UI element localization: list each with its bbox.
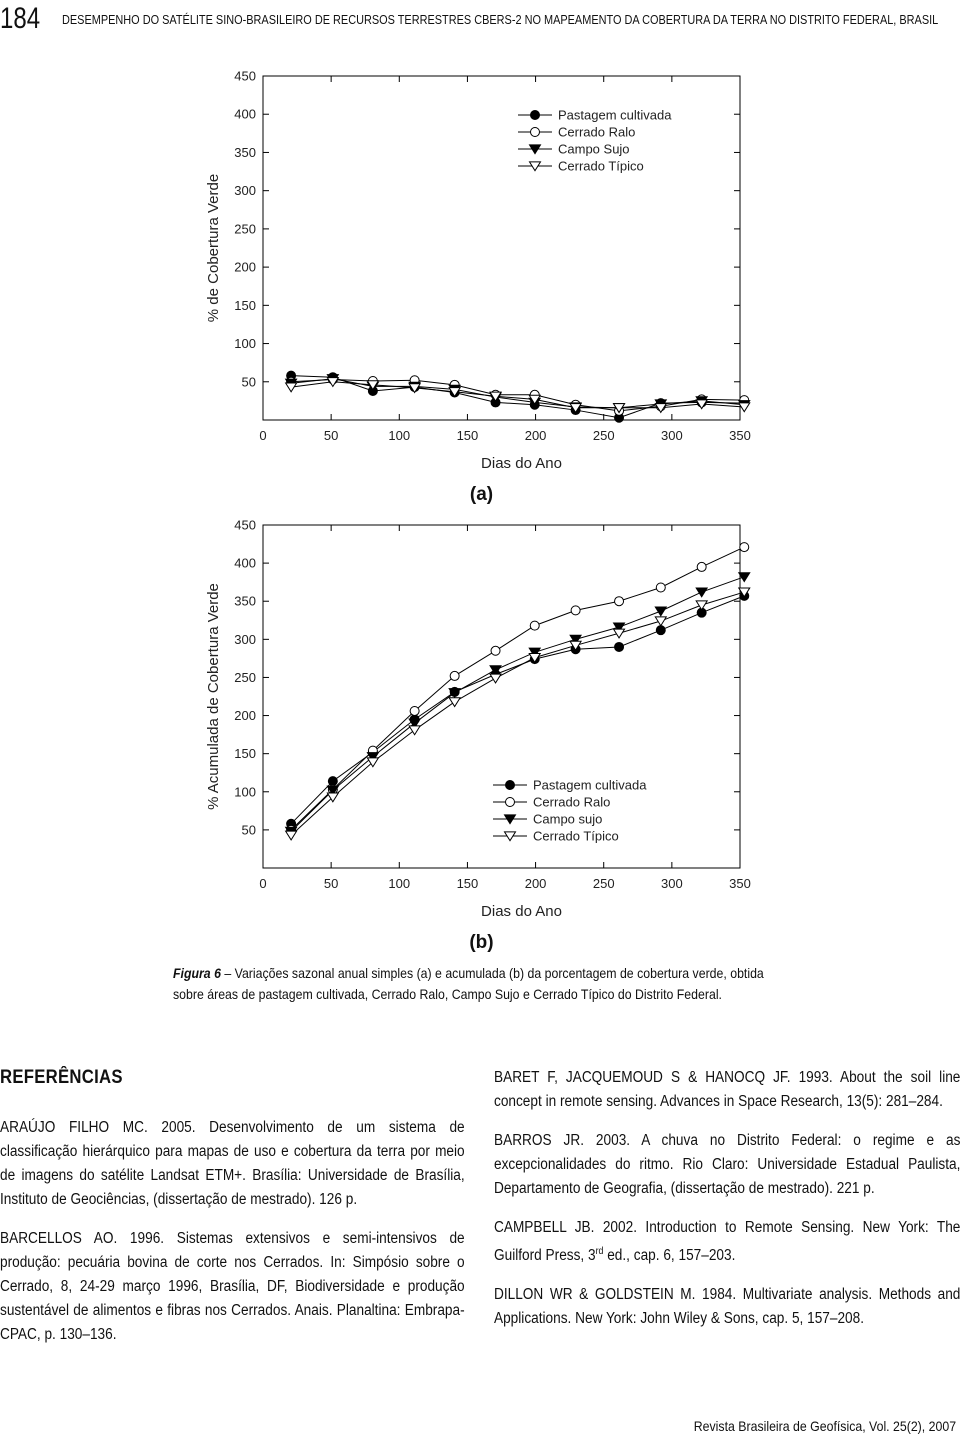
y-tick-label: 50	[241, 374, 256, 390]
x-tick-label: 50	[323, 428, 339, 443]
chart-b	[205, 518, 751, 954]
reference-item: DILLON WR & GOLDSTEIN M. 1984. Multivariate analysis. Methods and Applications. New York: John Wiley & Sons, cap. 5, 157–208.	[494, 1286, 960, 1328]
y-tick-label: 250	[234, 669, 256, 685]
legend-label: Cerrado Ralo	[558, 124, 636, 140]
x-tick-label: 100	[388, 876, 411, 891]
point-marker	[740, 543, 749, 552]
x-tick-label: 250	[592, 876, 615, 891]
y-tick-label: 400	[234, 555, 256, 571]
x-axis-label: Dias do Ano	[481, 455, 562, 472]
point-marker	[697, 562, 706, 571]
y-tick-label: 250	[234, 221, 256, 237]
x-tick-label: 150	[456, 428, 479, 443]
x-tick-label: 100	[388, 428, 411, 443]
point-marker	[410, 706, 419, 715]
point-marker	[286, 383, 297, 392]
point-marker	[615, 642, 624, 651]
x-tick-label: 50	[323, 876, 339, 891]
y-tick-label: 100	[234, 336, 256, 352]
y-tick-label: 100	[234, 784, 256, 800]
point-marker	[328, 777, 337, 786]
y-tick-label: 150	[234, 746, 256, 762]
reference-item: BARCELLOS AO. 1996. Sistemas extensivos e semi-intensivos de produção: pecuária bovina de corte nos Cerrados. In: Simpósio sobre o Cerrado, 8, 24-29 março 1996, Brasília, DF, Biodiversidade e produção sustentável de alimentos e fibras nos Cerrados. Anais. Planaltina: Embrapa-CPAC, p. 130–136.	[0, 1230, 465, 1343]
point-marker	[531, 111, 540, 120]
legend-label: Cerrado Ralo	[533, 794, 611, 810]
journal-footer: Revista Brasileira de Geofísica, Vol. 25(2), 2007	[693, 1418, 956, 1434]
y-tick-label: 350	[234, 144, 256, 160]
x-tick-label: 200	[524, 428, 547, 443]
point-marker	[286, 831, 297, 840]
y-tick-label: 200	[234, 708, 256, 724]
caption-label: Figura 6	[173, 965, 221, 981]
page-number: 184	[0, 2, 41, 35]
series-line	[291, 592, 744, 835]
chart-a	[205, 69, 751, 506]
caption-dash: –	[224, 965, 232, 981]
reference-item: BARROS JR. 2003. A chuva no Distrito Federal: o regime e as excepcionalidades do ritmo. Rio Claro: Universidade Estadual Paulista, Departamento de Geografia, (dissertação de mestrado). 221 p.	[494, 1132, 960, 1197]
series-line	[291, 596, 744, 824]
point-marker	[530, 621, 539, 630]
x-tick-label: 300	[661, 428, 683, 443]
point-marker	[696, 601, 707, 610]
caption-text: Variações sazonal anual simples (a) e acumulada (b) da porcentagem de cobertura verde, obtida sobre áreas de pastagem cultivada, Cerrado Ralo, Campo Sujo e Cerrado Típico do Distrito Federal.	[173, 965, 764, 1002]
y-tick-label: 300	[234, 183, 256, 199]
series-line	[291, 376, 744, 418]
point-marker	[449, 698, 460, 707]
point-marker	[506, 781, 515, 790]
panel-label: (b)	[469, 932, 494, 953]
reference-item: BARET F, JACQUEMOUD S & HANOCQ JF. 1993. About the soil line concept in remote sensing. Advances in Space Research, 13(5): 281–284.	[494, 1069, 960, 1110]
x-tick-label: 300	[661, 876, 683, 891]
x-tick-label: 0	[259, 876, 267, 891]
y-axis-label: % Acumulada de Cobertura Verde	[205, 583, 222, 810]
y-tick-label: 450	[234, 68, 256, 84]
x-axis-label: Dias do Ano	[481, 903, 562, 920]
point-marker	[571, 606, 580, 615]
panel-label: (a)	[469, 484, 494, 505]
point-marker	[615, 597, 624, 606]
running-title: DESEMPENHO DO SATÉLITE SINO-BRASILEIRO DE RECURSOS TERRESTRES CBERS-2 NO MAPEAMENTO DA COBERTURA DA TERRA NO DISTRITO FEDERAL, BRASIL	[62, 12, 939, 27]
y-tick-label: 300	[234, 631, 256, 647]
point-marker	[531, 128, 540, 137]
y-tick-label: 400	[234, 106, 256, 122]
legend-label: Pastagem cultivada	[533, 777, 647, 793]
references-right-column	[494, 1066, 960, 1346]
plot-frame	[263, 76, 740, 420]
point-marker	[491, 646, 500, 655]
x-tick-label: 250	[592, 428, 615, 443]
references-heading: REFERÊNCIAS	[0, 1067, 123, 1088]
legend-label: Cerrado Típico	[558, 158, 644, 174]
reference-item: CAMPBELL JB. 2002. Introduction to Remote Sensing. New York: The Guilford Press, 3rd ed., cap. 6, 157–203.	[494, 1219, 960, 1265]
figure-caption	[173, 963, 789, 1005]
reference-item: ARAÚJO FILHO MC. 2005. Desenvolvimento de um sistema de classificação hierárquico para mapas de uso e cobertura da terra por meio de imagens do satélite Landsat ETM+. Brasília: Universidade de Brasília, Instituto de Geociências, (dissertação de mestrado). 126 p.	[0, 1119, 465, 1208]
point-marker	[490, 674, 501, 683]
point-marker	[450, 671, 459, 680]
series-line	[291, 547, 744, 830]
point-marker	[696, 588, 707, 597]
legend-label: Pastagem cultivada	[558, 107, 672, 123]
y-tick-label: 200	[234, 259, 256, 275]
x-tick-label: 0	[259, 428, 267, 443]
legend-label: Campo Sujo	[558, 141, 630, 157]
y-axis-label: % de Cobertura Verde	[205, 173, 222, 323]
x-tick-label: 350	[729, 876, 751, 891]
x-tick-label: 200	[524, 876, 547, 891]
legend-label: Campo sujo	[533, 811, 603, 827]
x-tick-label: 150	[456, 876, 479, 891]
point-marker	[614, 629, 625, 638]
y-tick-label: 350	[234, 593, 256, 609]
references-left-column	[0, 1066, 465, 1362]
y-tick-label: 150	[234, 297, 256, 313]
y-tick-label: 450	[234, 517, 256, 533]
legend-label: Cerrado Típico	[533, 828, 619, 844]
y-tick-label: 50	[241, 822, 256, 838]
plot-frame	[263, 525, 740, 868]
point-marker	[656, 626, 665, 635]
point-marker	[506, 798, 515, 807]
point-marker	[655, 617, 666, 626]
point-marker	[655, 607, 666, 616]
point-marker	[656, 583, 665, 592]
x-tick-label: 350	[729, 428, 751, 443]
